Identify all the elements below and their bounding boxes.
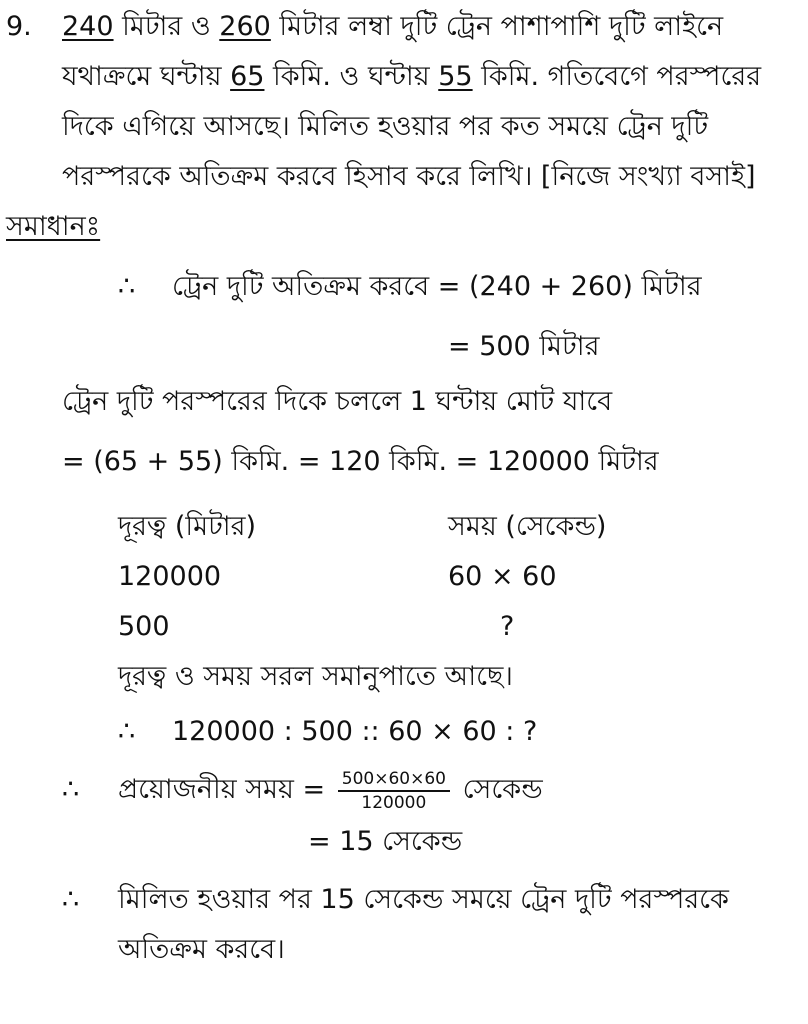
required-time-label: প্রয়োজনীয় সময় = — [118, 774, 326, 805]
train2-length: 260 — [219, 11, 271, 42]
table-cell-distance: 500 — [118, 611, 170, 642]
therefore-symbol: ∴ — [62, 774, 80, 805]
problem-line-1 — [6, 9, 32, 45]
relative-speed-intro: ট্রেন দুটি পরস্পরের দিকে চললে 1 ঘন্টায় মোট যাবে — [62, 386, 613, 417]
relative-speed-calc: = (65 + 55) কিমি. = 120 কিমি. = 120000 মিটার — [62, 446, 659, 477]
seconds-unit: সেকেন্ড — [462, 774, 543, 805]
crossing-distance-result: = 500 মিটার — [448, 331, 600, 362]
problem-number: 9. — [6, 11, 32, 42]
required-time-result: = 15 সেকেন্ড — [308, 826, 463, 857]
train1-speed: 65 — [230, 61, 265, 92]
fraction-denominator: 120000 — [361, 792, 427, 813]
text-segment: কিমি. গতিবেগে পরস্পরের — [472, 61, 762, 92]
table-header-distance: দূরত্ব (মিটার) — [118, 511, 257, 542]
train1-length: 240 — [62, 11, 114, 42]
table-header-time: সময় (সেকেন্ড) — [448, 511, 607, 542]
table-cell-time: ? — [500, 611, 515, 642]
problem-line-3: দিকে এগিয়ে আসছে। মিলিত হওয়ার পর কত সময়ে ট্রেন দুটি — [62, 111, 709, 142]
therefore-symbol: ∴ — [118, 271, 136, 302]
required-time-line — [118, 757, 543, 823]
solution-heading: সমাধানঃ — [6, 211, 101, 242]
problem-line-2 — [62, 59, 761, 95]
problem-line-4: পরস্পরকে অতিক্রম করবে হিসাব করে লিখি। [নিজে সংখ্যা বসাই] — [62, 161, 756, 192]
time-fraction — [338, 768, 450, 814]
proportion-note: দূরত্ব ও সময় সরল সমানুপাতে আছে। — [118, 661, 513, 692]
proportion-expression: 120000 : 500 :: 60 × 60 : ? — [172, 716, 538, 747]
conclusion-line-1: মিলিত হওয়ার পর 15 সেকেন্ড সময়ে ট্রেন দুটি পরস্পরকে — [118, 884, 729, 915]
conclusion-line-2: অতিক্রম করবে। — [118, 934, 285, 965]
fraction-numerator: 500×60×60 — [338, 768, 450, 792]
crossing-distance: ট্রেন দুটি অতিক্রম করবে = (240 + 260) মিটার — [172, 271, 702, 302]
therefore-symbol: ∴ — [118, 716, 136, 747]
table-cell-distance: 120000 — [118, 561, 222, 592]
text-segment: যথাক্রমে ঘন্টায় — [62, 61, 231, 92]
text-segment: কিমি. ও ঘন্টায় — [264, 61, 439, 92]
train2-speed: 55 — [438, 61, 473, 92]
therefore-symbol: ∴ — [62, 884, 80, 915]
problem-line-1-text — [62, 9, 723, 45]
text-segment: মিটার লম্বা দুটি ট্রেন পাশাপাশি দুটি লাইনে — [270, 11, 724, 42]
table-cell-time: 60 × 60 — [448, 561, 557, 592]
text-segment: মিটার ও — [113, 11, 220, 42]
